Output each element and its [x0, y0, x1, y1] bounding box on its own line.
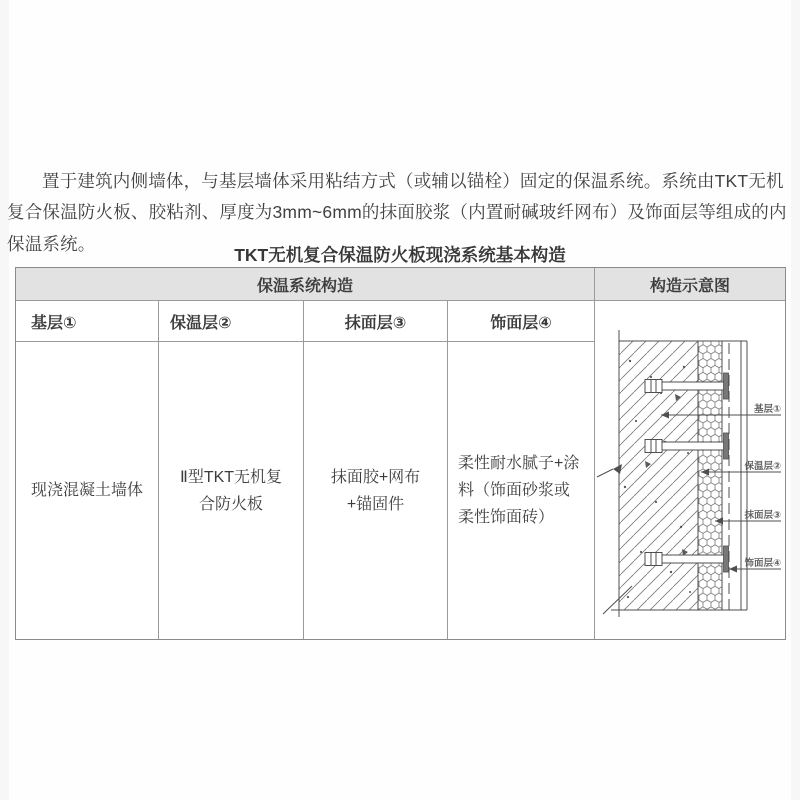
cell-plaster-layer: 抹面胶+网布+锚固件	[304, 342, 448, 639]
scan-edge-artifact-right	[791, 0, 800, 800]
wall-section-diagram	[595, 301, 785, 639]
construction-table	[15, 267, 786, 640]
intro-paragraph: 置于建筑内侧墙体，与基层墙体采用粘结方式（或辅以锚栓）固定的保温系统。系统由TKT无机复合保温防火板、胶粘剂、厚度为3mm~6mm的抹面胶浆（内置耐碱玻纤网布）及饰面层等组成的内保温系统。	[7, 170, 787, 254]
column-header-base-layer: 基层①	[16, 301, 159, 341]
diagram-header: 构造示意图	[595, 268, 785, 301]
cell-insulation-layer: Ⅱ型TKT无机复合防火板	[159, 342, 304, 639]
page-title: TKT无机复合保温防火板现浇系统基本构造	[234, 244, 566, 265]
diagram-labels	[743, 403, 781, 569]
cell-base-layer: 现浇混凝土墙体	[16, 342, 159, 639]
diagram-label-base-layer: 基层①	[753, 404, 781, 415]
system-structure-section	[16, 268, 594, 639]
insulation-honeycomb-region	[698, 341, 722, 610]
column-header-row	[16, 301, 594, 342]
diagram-label-insulation-layer: 保温层②	[744, 461, 781, 472]
cell-finish-layer: 柔性耐水腻子+涂料（饰面砂浆或柔性饰面砖）	[458, 455, 580, 526]
group-header: 保温系统构造	[16, 268, 594, 301]
column-header-insulation-layer: 保温层②	[159, 301, 304, 341]
table-row	[16, 342, 594, 639]
column-header-finish-layer: 饰面层④	[490, 314, 552, 332]
scan-edge-artifact-left	[0, 0, 9, 800]
diagram-label-plaster-layer: 抹面层③	[744, 510, 781, 521]
diagram-label-finish-layer: 饰面层④	[744, 558, 781, 569]
wall-section-drawing-svg	[595, 301, 787, 639]
column-header-plaster-layer: 抹面层③	[304, 301, 448, 341]
schematic-section	[594, 268, 785, 639]
